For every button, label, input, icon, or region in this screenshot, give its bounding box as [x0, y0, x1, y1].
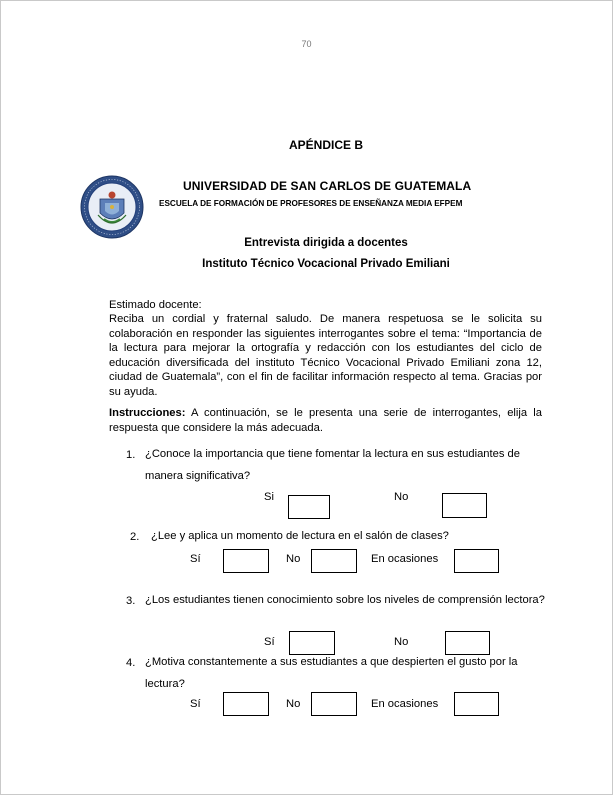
question-text: ¿Motiva constantemente a sus estudiantes a que despierten el gusto por la lectura? [145, 656, 518, 690]
interview-title: Entrevista dirigida a docentes [244, 237, 408, 249]
question-number: 2. [130, 531, 140, 543]
instructions-text: A continuación, se le presenta una serie de interrogantes, elija la respuesta que considere la más adecuada. [109, 407, 542, 434]
intro-paragraph: Reciba un cordial y fraternal saludo. De manera respetuosa se le solicita su colaboración en responder las siguientes interrogantes sobre el tema: “Importancia de la lectura para mejorar la ortografía y redacción con los estudiantes del ciclo de educación diversificada del instituto Técnico Vocacional Privado Emiliani zona 12, ciudad de Guatemala”, con el fin de facilitar información respecto al tema. Gracias por su ayuda. [109, 313, 542, 398]
option-si-checkbox[interactable] [288, 495, 330, 519]
question-number: 1. [126, 449, 136, 461]
option-si-checkbox[interactable] [223, 549, 269, 573]
question-text: ¿Conoce la importancia que tiene fomentar la lectura en sus estudiantes de manera significativa? [145, 448, 520, 482]
option-sometimes-checkbox[interactable] [454, 549, 499, 573]
greeting: Estimado docente: [109, 299, 202, 311]
option-no-checkbox[interactable] [311, 692, 357, 716]
option-no-checkbox[interactable] [442, 493, 487, 518]
option-si-checkbox[interactable] [223, 692, 269, 716]
question-number: 4. [126, 657, 136, 669]
option-no-checkbox[interactable] [311, 549, 357, 573]
option-si-label: Sí [264, 636, 275, 648]
school-name: ESCUELA DE FORMACIÓN DE PROFESORES DE ENSEÑANZA MEDIA EFPEM [159, 199, 463, 208]
option-si-label: Sí [190, 698, 201, 710]
option-si-label: Si [264, 491, 274, 503]
question-text: ¿Lee y aplica un momento de lectura en el salón de clases? [151, 530, 449, 542]
option-no-label: No [286, 698, 301, 710]
option-sometimes-label: En ocasiones [371, 698, 439, 710]
option-no-label: No [286, 553, 301, 565]
instructions [109, 406, 542, 436]
option-si-label: Sí [190, 553, 201, 565]
appendix-title: APÉNDICE B [288, 138, 363, 152]
instructions-label: Instrucciones: [109, 407, 186, 419]
page-number: 70 [301, 39, 312, 49]
question-number: 3. [126, 595, 136, 607]
option-no-label: No [394, 491, 409, 503]
institute-name: Instituto Técnico Vocacional Privado Emiliani [202, 258, 450, 270]
university-seal-icon [80, 175, 144, 239]
option-no-label: No [394, 636, 409, 648]
university-name: UNIVERSIDAD DE SAN CARLOS DE GUATEMALA [183, 179, 472, 193]
option-sometimes-checkbox[interactable] [454, 692, 499, 716]
question-text: ¿Los estudiantes tienen conocimiento sobre los niveles de comprensión lectora? [145, 594, 545, 606]
option-sometimes-label: En ocasiones [371, 553, 439, 565]
